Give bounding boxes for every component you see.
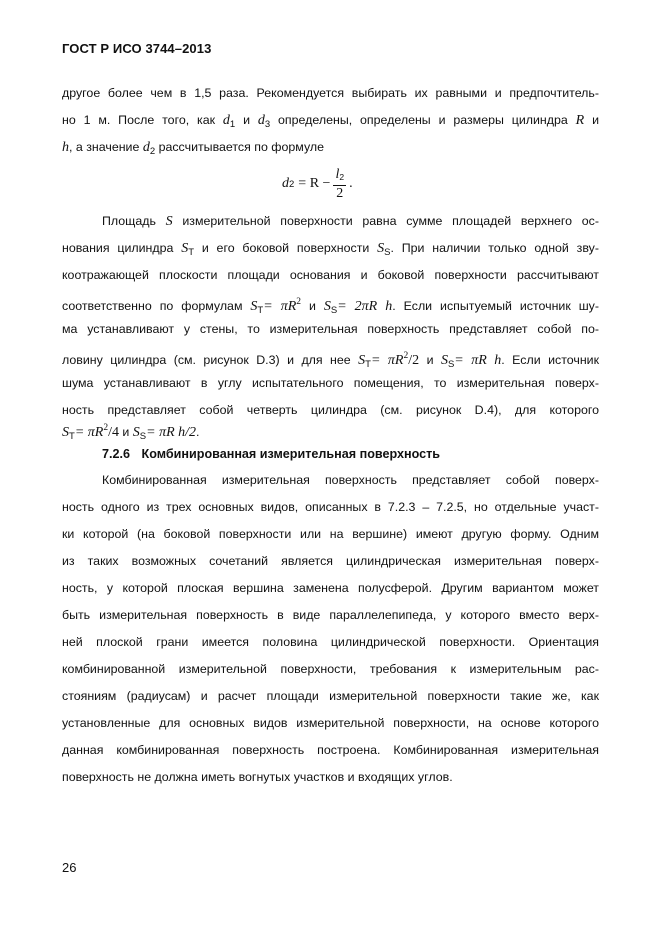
para1-line2: но 1 м. После того, как $d_1$ и $d_3$ определены, определены и размеры цилиндра R и bbox=[62, 113, 600, 130]
section-number: 7.2.6 bbox=[102, 447, 131, 461]
para3-line7: ней плоской грани имеется половина цилиндрической поверхности. Ориентация bbox=[62, 635, 599, 649]
para2-line3: коотражающей плоскости площади основания и боковой поверхности рассчитывают bbox=[62, 268, 599, 282]
para3-line1: Комбинированная измерительная поверхность представляет собой поверх- bbox=[102, 473, 599, 487]
para3-line6: быть измерительная поверхность в виде параллелепипеда, у которого вместо верх- bbox=[62, 608, 599, 622]
para2-line6: ловину цилиндра (см. рисунок D.3) и для нее $S_T= \pi R^2/2$ и $S_S= \pi R$ h. Если источник bbox=[62, 351, 600, 370]
fraction: $\frac{l_2}{2}$ bbox=[335, 166, 345, 201]
para2-line8: ность представляет собой четверть цилиндра (см. рисунок D.4), для которого bbox=[62, 403, 599, 417]
para2-line7: шума устанавливают в углу испытательного помещения, то измерительная поверх- bbox=[62, 376, 599, 390]
para3-line12: поверхность не должна иметь вогнутых участков и входящих углов. bbox=[62, 770, 453, 784]
para1-line3: h, а значение $d_2$ рассчитывается по формуле bbox=[62, 140, 324, 157]
para3-line3: ки которой (на боковой поверхности или на вершине) имеют другую форму. Одним bbox=[62, 527, 599, 541]
para3-line10: установленные для основных видов измерительной поверхности, на основе которого bbox=[62, 716, 599, 730]
para3-line4: из таких возможных сочетаний является цилиндрическая измерительная поверх- bbox=[62, 554, 599, 568]
page-header: ГОСТ Р ИСО 3744–2013 bbox=[62, 41, 212, 56]
formula-d2: d 2 = R − $\frac{l_2}{2}$ . bbox=[282, 166, 353, 201]
para2-line4: соответственно по формулам $S_T= \pi R^2$ и $S_S= 2\pi R$ h. Если испытуемый источник шу- bbox=[62, 297, 599, 316]
para3-line11: данная комбинированная поверхность построена. Комбинированная измерительная bbox=[62, 743, 599, 757]
para1-line1: другое более чем в 1,5 раза. Рекомендуется выбирать их равными и предпочтитель- bbox=[62, 86, 599, 100]
page-number: 26 bbox=[62, 860, 77, 875]
para2-line1: Площадь S измерительной поверхности равна сумме площадей верхнего ос- bbox=[102, 214, 599, 229]
para3-line8: комбинированной измерительной поверхности, требования к измерительным рас- bbox=[62, 662, 599, 676]
section-title: Комбинированная измерительная поверхность bbox=[141, 447, 441, 461]
para2-line5: ма устанавливают у стены, то измерительная поверхность представляет собой по- bbox=[62, 322, 599, 336]
para2-line2: нования цилиндра $S_T$ и его боковой поверхности $S_S$. При наличии только одной зву- bbox=[62, 241, 599, 258]
section-heading bbox=[102, 441, 440, 469]
para3-line5: ность, у которой плоская вершина заменена полусферой. Другим вариантом может bbox=[62, 581, 599, 595]
para3-line9: стояниям (радиусам) и расчет площади измерительной поверхности такие же, как bbox=[62, 689, 599, 703]
para2-line9: $S_T= \pi R^2/4$ и $S_S= \pi R$ h/2. bbox=[62, 423, 200, 442]
para3-line2: ность одного из трех основных видов, описанных в 7.2.3 – 7.2.5, но отдельные участ- bbox=[62, 500, 599, 514]
